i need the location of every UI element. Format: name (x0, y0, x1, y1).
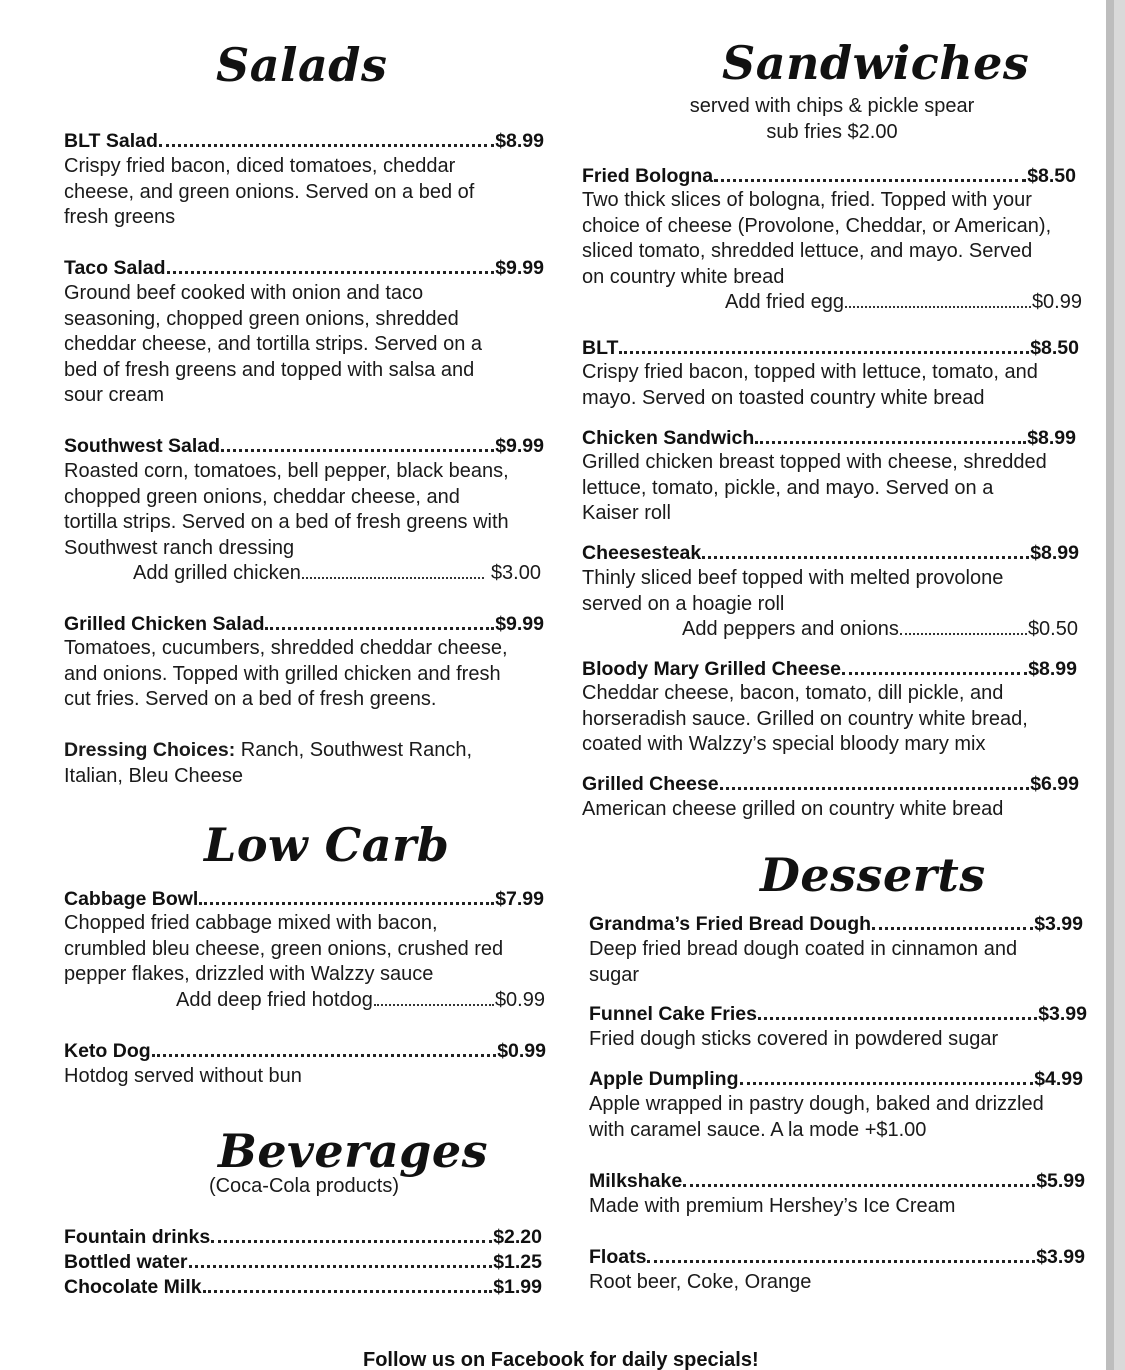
item-price: $3.99 (1036, 1246, 1085, 1268)
item-price: $1.99 (493, 1276, 542, 1298)
beverages-title: Beverages (218, 1124, 489, 1178)
item-name: Southwest Salad (64, 435, 221, 457)
item-description: Fried dough sticks covered in powdered sugar (589, 1028, 999, 1050)
item-price: $7.99 (495, 888, 544, 910)
item-description: Apple wrapped in pastry dough, baked and drizzled with caramel sauce. A la mode +$1.00 (589, 1093, 1044, 1141)
low-carb-title: Low Carb (204, 818, 450, 872)
item-name: Grilled Cheese (582, 773, 719, 795)
dot-leader (845, 306, 1031, 308)
item-price: $9.99 (495, 257, 544, 279)
footer-facebook-note: Follow us on Facebook for daily specials! (363, 1349, 759, 1370)
dot-leader (167, 271, 495, 274)
addon-grilled-chicken: Add grilled chicken $3.00 (133, 562, 541, 584)
dressing-choices: Dressing Choices: Ranch, Southwest Ranch, Italian, Bleu Cheese (64, 739, 473, 787)
dot-leader (203, 1290, 493, 1293)
item-description: Crispy fried bacon, diced tomatoes, cheddar cheese, and green onions. Served on a bed of fresh greens (64, 155, 475, 228)
dot-leader (740, 1082, 1034, 1085)
dot-leader (189, 1265, 493, 1268)
menu-item-funnel-cake-fries (589, 1002, 1087, 1026)
item-price: $3.99 (1038, 1003, 1087, 1025)
addon-peppers-onions: Add peppers and onions $0.50 (682, 618, 1078, 640)
dot-leader (152, 1054, 497, 1057)
sandwiches-note: served with chips & pickle spear sub fries $2.00 (689, 95, 975, 143)
item-description: Hotdog served without bun (64, 1065, 302, 1087)
item-price: $6.99 (1030, 773, 1079, 795)
page-edge (1106, 0, 1114, 1370)
dot-leader (683, 1184, 1035, 1187)
item-name: Milkshake (589, 1170, 683, 1192)
item-name: Chocolate Milk (64, 1276, 202, 1298)
item-price: $8.99 (495, 130, 544, 152)
menu-item-grilled-chicken-salad (64, 612, 544, 636)
menu-item-cheesesteak (582, 541, 1079, 565)
item-description: American cheese grilled on country white bread (582, 798, 1004, 820)
dot-leader (302, 577, 484, 579)
item-description: Roasted corn, tomatoes, bell pepper, black beans, chopped green onions, cheddar cheese, and tortilla strips. Served on a bed of fresh greens with Southwest ranch dressing (64, 460, 509, 559)
dot-leader (374, 1004, 494, 1006)
item-description: Deep fried bread dough coated in cinnamon and sugar (589, 938, 1018, 986)
menu-item-taco-salad (64, 256, 544, 280)
dot-leader (159, 144, 494, 147)
menu-item-fried-bread-dough (589, 912, 1083, 936)
item-price: $5.99 (1036, 1170, 1085, 1192)
item-price: $9.99 (495, 435, 544, 457)
item-name: Bottled water (64, 1251, 188, 1273)
menu-item-grilled-cheese (582, 772, 1079, 796)
item-description: Two thick slices of bologna, fried. Topped with your choice of cheese (Provolone, Cheddar, or American), sliced tomato, shredded lettuce, and mayo. Served on country white bread (582, 189, 1052, 288)
menu-item-bottled-water (64, 1250, 542, 1274)
dot-leader (720, 787, 1030, 790)
dot-leader (619, 351, 1029, 354)
item-description: Grilled chicken breast topped with cheese, shredded lettuce, tomato, pickle, and mayo. Served on a Kaiser roll (582, 451, 1047, 524)
menu-item-milkshake (589, 1169, 1085, 1193)
menu-item-chocolate-milk (64, 1275, 542, 1299)
dot-leader (702, 556, 1029, 559)
menu-item-bloody-mary-grilled-cheese (582, 657, 1077, 681)
dot-leader (758, 1017, 1037, 1020)
desserts-title: Desserts (760, 848, 986, 902)
item-name: Taco Salad (64, 257, 166, 279)
dot-leader (199, 902, 494, 905)
item-description: Crispy fried bacon, topped with lettuce, tomato, and mayo. Served on toasted country white bread (582, 361, 1038, 409)
sandwiches-title: Sandwiches (722, 36, 1030, 90)
item-price: $0.99 (497, 1040, 546, 1062)
item-name: Floats (589, 1246, 647, 1268)
item-price: $3.99 (1034, 913, 1083, 935)
menu-item-blt (582, 336, 1079, 360)
item-name: Fountain drinks (64, 1226, 211, 1248)
dot-leader (211, 1240, 492, 1243)
item-name: Apple Dumpling (589, 1068, 739, 1090)
item-name: BLT (582, 337, 619, 359)
item-price: $9.99 (495, 613, 544, 635)
item-price: $8.50 (1030, 337, 1079, 359)
item-price: $8.99 (1028, 658, 1077, 680)
item-name: Keto Dog (64, 1040, 151, 1062)
menu-item-fountain-drinks (64, 1225, 542, 1249)
dot-leader (842, 672, 1027, 675)
menu-item-keto-dog (64, 1039, 546, 1063)
dot-leader (900, 633, 1027, 635)
addon-deep-fried-hotdog: Add deep fried hotdog $0.99 (176, 989, 545, 1011)
item-description: Cheddar cheese, bacon, tomato, dill pickle, and horseradish sauce. Grilled on country white bread, coated with Walzzy’s special bloody mary mix (582, 682, 1028, 755)
item-description: Root beer, Coke, Orange (589, 1271, 812, 1293)
item-price: $8.99 (1030, 542, 1079, 564)
dot-leader (755, 441, 1026, 444)
menu-item-cabbage-bowl (64, 887, 544, 911)
menu-item-floats (589, 1245, 1085, 1269)
item-name: BLT Salad (64, 130, 158, 152)
menu-item-chicken-sandwich (582, 426, 1076, 450)
dot-leader (265, 627, 494, 630)
item-name: Cheesesteak (582, 542, 702, 564)
item-price: $8.50 (1027, 165, 1076, 187)
item-name: Funnel Cake Fries (589, 1003, 757, 1025)
item-name: Chicken Sandwich (582, 427, 755, 449)
item-name: Grilled Chicken Salad (64, 613, 265, 635)
item-description: Made with premium Hershey’s Ice Cream (589, 1195, 956, 1217)
dot-leader (714, 179, 1026, 182)
menu-item-blt-salad (64, 129, 544, 153)
item-description: Ground beef cooked with onion and taco seasoning, chopped green onions, shredded cheddar cheese, and tortilla strips. Served on a bed of fresh greens and topped with salsa and sour cream (64, 282, 483, 406)
item-description: Thinly sliced beef topped with melted provolone served on a hoagie roll (582, 567, 1004, 615)
dot-leader (221, 449, 494, 452)
item-name: Fried Bologna (582, 165, 714, 187)
item-price: $4.99 (1034, 1068, 1083, 1090)
beverages-subtitle: (Coca-Cola products) (208, 1175, 400, 1197)
item-price: $1.25 (493, 1251, 542, 1273)
dot-leader (872, 927, 1033, 930)
salads-title: Salads (216, 38, 388, 92)
menu-item-apple-dumpling (589, 1067, 1083, 1091)
menu-item-southwest-salad (64, 434, 544, 458)
item-price: $2.20 (493, 1226, 542, 1248)
item-description: Tomatoes, cucumbers, shredded cheddar cheese, and onions. Topped with grilled chicken and fresh cut fries. Served on a bed of fresh greens. (64, 637, 508, 710)
addon-fried-egg: Add fried egg $0.99 (725, 291, 1082, 313)
item-price: $8.99 (1027, 427, 1076, 449)
dot-leader (647, 1260, 1035, 1263)
item-name: Cabbage Bowl (64, 888, 199, 910)
item-name: Bloody Mary Grilled Cheese (582, 658, 841, 680)
item-description: Chopped fried cabbage mixed with bacon, crumbled bleu cheese, green onions, crushed red pepper flakes, drizzled with Walzzy sauce (64, 912, 504, 985)
menu-item-fried-bologna (582, 164, 1076, 188)
item-name: Grandma’s Fried Bread Dough (589, 913, 872, 935)
